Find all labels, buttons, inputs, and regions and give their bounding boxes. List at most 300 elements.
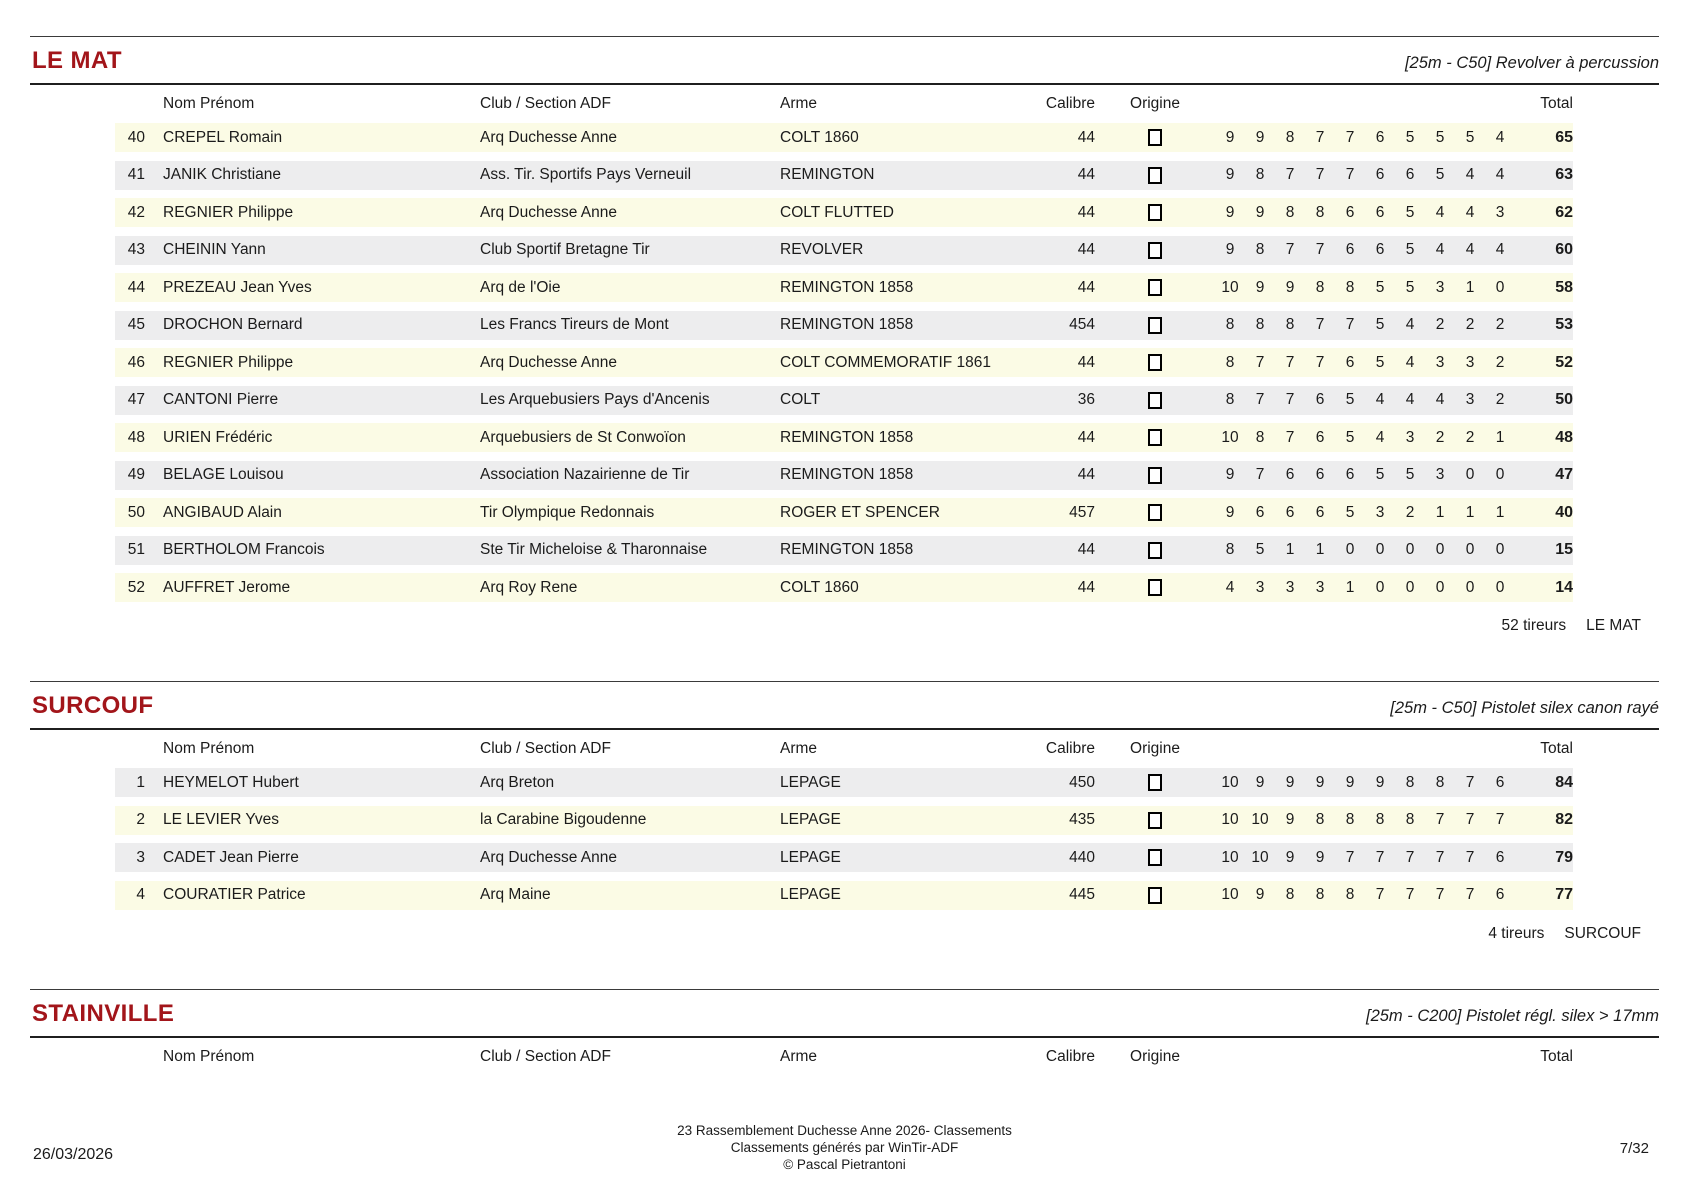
row-total: 15 — [1555, 541, 1573, 558]
score-value: 8 — [1375, 811, 1385, 828]
score-value: 7 — [1255, 466, 1265, 483]
column-header-total: Total — [1540, 1047, 1573, 1065]
section-title: STAINVILLE — [32, 999, 175, 1027]
origine-checkbox — [1148, 279, 1162, 296]
score-value: 5 — [1405, 203, 1415, 221]
table-row — [115, 123, 1573, 152]
table-header-row — [115, 1038, 1573, 1076]
score-value: 3 — [1375, 503, 1385, 521]
table-row — [115, 236, 1573, 265]
score-value: 3 — [1315, 578, 1325, 596]
score-value: 4 — [1225, 578, 1235, 596]
row-scores — [1215, 504, 1515, 522]
score-value: 8 — [1315, 278, 1325, 296]
row-scores — [1215, 886, 1515, 904]
score-value: 6 — [1495, 848, 1505, 866]
row-scores — [1215, 241, 1515, 259]
footer-page-number: 7/32 — [1619, 1139, 1649, 1157]
score-value: 4 — [1435, 391, 1445, 408]
table-row — [115, 161, 1573, 190]
row-total: 79 — [1555, 848, 1573, 866]
row-rank: 40 — [127, 128, 145, 146]
table-rows — [30, 768, 1659, 910]
row-scores — [1215, 391, 1515, 409]
score-value: 6 — [1345, 241, 1355, 258]
score-value: 6 — [1315, 503, 1325, 521]
score-value: 5 — [1405, 241, 1415, 258]
row-calibre: 44 — [1077, 278, 1095, 296]
score-value: 2 — [1435, 428, 1445, 446]
score-value: 1 — [1315, 541, 1325, 558]
summary-section-name: SURCOUF — [1564, 924, 1641, 942]
score-value: 9 — [1225, 466, 1235, 483]
score-value: 2 — [1435, 316, 1445, 333]
table-row — [115, 198, 1573, 227]
table-row — [115, 461, 1573, 490]
score-value: 3 — [1495, 203, 1505, 221]
origine-checkbox — [1148, 429, 1162, 446]
column-header-origine: Origine — [1130, 740, 1180, 757]
row-total: 40 — [1555, 503, 1573, 521]
table-row — [115, 311, 1573, 340]
score-value: 5 — [1435, 128, 1445, 146]
score-value: 6 — [1375, 128, 1385, 146]
score-value: 1 — [1345, 578, 1355, 596]
row-origine-cell — [1095, 849, 1215, 866]
origine-checkbox — [1148, 129, 1162, 146]
score-value: 7 — [1375, 848, 1385, 866]
row-scores — [1215, 849, 1515, 867]
table-row — [115, 273, 1573, 302]
section-summary — [30, 924, 1659, 943]
section-surcouf — [30, 681, 1659, 943]
row-calibre: 44 — [1077, 203, 1095, 221]
score-value: 7 — [1375, 886, 1385, 903]
score-value: 0 — [1405, 541, 1415, 558]
row-arme: REMINGTON 1858 — [780, 316, 914, 333]
row-origine-cell — [1095, 504, 1215, 521]
row-calibre: 435 — [1069, 811, 1095, 828]
column-header-club: Club / Section ADF — [480, 95, 611, 112]
row-rank: 3 — [136, 848, 145, 866]
score-value: 10 — [1221, 278, 1239, 296]
score-value: 6 — [1285, 503, 1295, 521]
row-total: 52 — [1555, 353, 1573, 371]
score-value: 0 — [1405, 578, 1415, 596]
score-value: 7 — [1495, 811, 1505, 828]
origine-checkbox — [1148, 887, 1162, 904]
score-value: 8 — [1405, 811, 1415, 828]
score-value: 2 — [1495, 316, 1505, 333]
score-value: 8 — [1405, 773, 1415, 791]
score-value: 4 — [1435, 241, 1445, 258]
table-row — [115, 498, 1573, 527]
summary-count: 52 tireurs — [1501, 617, 1567, 634]
section-category: [25m - C200] Pistolet régl. silex > 17mm — [1366, 1006, 1659, 1025]
row-club: Arq Breton — [480, 773, 555, 791]
row-total: 82 — [1555, 811, 1573, 828]
score-value: 6 — [1255, 503, 1265, 521]
row-scores — [1215, 204, 1515, 222]
row-club: Arq Duchesse Anne — [480, 848, 618, 866]
row-scores — [1215, 541, 1515, 559]
score-value: 9 — [1315, 773, 1325, 791]
row-arme: ROGER ET SPENCER — [780, 503, 940, 521]
row-club: Association Nazairienne de Tir — [480, 466, 690, 483]
score-value: 10 — [1221, 428, 1239, 446]
row-name: REGNIER Philippe — [163, 203, 294, 221]
origine-checkbox — [1148, 812, 1162, 829]
score-value: 5 — [1345, 503, 1355, 521]
row-origine-cell — [1095, 354, 1215, 371]
score-value: 6 — [1345, 353, 1355, 371]
row-arme: REMINGTON 1858 — [780, 466, 914, 483]
score-value: 8 — [1255, 428, 1265, 446]
row-total: 65 — [1555, 128, 1573, 146]
row-rank: 41 — [127, 166, 145, 183]
row-name: CREPEL Romain — [163, 128, 283, 146]
score-value: 7 — [1465, 811, 1475, 828]
score-value: 7 — [1345, 316, 1355, 333]
score-value: 6 — [1375, 241, 1385, 258]
row-rank: 43 — [127, 241, 145, 258]
section-category: [25m - C50] Revolver à percussion — [1404, 54, 1659, 72]
table-row — [115, 843, 1573, 872]
score-value: 8 — [1285, 316, 1295, 333]
row-calibre: 36 — [1077, 391, 1095, 408]
row-arme: REVOLVER — [780, 241, 864, 258]
score-value: 8 — [1345, 886, 1355, 903]
table-header-row — [115, 85, 1573, 123]
score-value: 0 — [1435, 578, 1445, 596]
score-value: 7 — [1315, 128, 1325, 146]
score-value: 7 — [1435, 848, 1445, 866]
row-rank: 50 — [127, 503, 145, 521]
row-origine-cell — [1095, 542, 1215, 559]
score-value: 7 — [1465, 773, 1475, 791]
row-name: LE LEVIER Yves — [163, 811, 280, 828]
row-arme: REMINGTON 1858 — [780, 278, 914, 296]
section-title: SURCOUF — [32, 692, 154, 719]
score-value: 4 — [1375, 391, 1385, 408]
score-value: 1 — [1465, 278, 1475, 296]
row-calibre: 44 — [1077, 466, 1095, 483]
row-rank: 48 — [127, 428, 145, 446]
score-value: 4 — [1405, 353, 1415, 371]
column-header-arme: Arme — [780, 1047, 818, 1065]
row-arme: REMINGTON 1858 — [780, 541, 914, 558]
score-value: 0 — [1495, 541, 1505, 558]
row-name: BERTHOLOM Francois — [163, 541, 325, 558]
row-rank: 47 — [127, 391, 145, 408]
row-arme: COLT 1860 — [780, 128, 859, 146]
score-value: 0 — [1375, 578, 1385, 596]
score-value: 2 — [1405, 503, 1415, 521]
score-value: 5 — [1405, 278, 1415, 296]
table-row — [115, 386, 1573, 415]
row-calibre: 457 — [1069, 503, 1095, 521]
row-arme: LEPAGE — [780, 811, 841, 828]
row-scores — [1215, 579, 1515, 597]
score-value: 6 — [1315, 391, 1325, 408]
column-header-club: Club / Section ADF — [480, 740, 611, 757]
score-value: 0 — [1345, 541, 1355, 558]
score-value: 10 — [1221, 848, 1239, 866]
row-origine-cell — [1095, 579, 1215, 596]
score-value: 9 — [1255, 128, 1265, 146]
score-value: 9 — [1345, 773, 1355, 791]
row-calibre: 44 — [1077, 166, 1095, 183]
score-value: 9 — [1255, 203, 1265, 221]
score-value: 4 — [1465, 241, 1475, 258]
row-origine-cell — [1095, 467, 1215, 484]
column-header-name: Nom Prénom — [163, 95, 255, 112]
row-total: 47 — [1555, 466, 1573, 483]
score-value: 8 — [1285, 886, 1295, 903]
score-value: 1 — [1495, 503, 1505, 521]
score-value: 0 — [1465, 578, 1475, 596]
row-rank: 1 — [136, 773, 145, 791]
row-calibre: 44 — [1077, 541, 1095, 558]
score-value: 2 — [1465, 428, 1475, 446]
origine-checkbox — [1148, 392, 1162, 409]
origine-checkbox — [1148, 467, 1162, 484]
score-value: 8 — [1315, 811, 1325, 828]
score-value: 4 — [1465, 166, 1475, 183]
row-arme: LEPAGE — [780, 848, 841, 866]
score-value: 3 — [1435, 466, 1445, 483]
score-value: 7 — [1405, 886, 1415, 903]
score-value: 7 — [1285, 428, 1295, 446]
row-origine-cell — [1095, 279, 1215, 296]
row-club: la Carabine Bigoudenne — [480, 811, 647, 828]
row-club: Tir Olympique Redonnais — [480, 503, 655, 521]
score-value: 4 — [1465, 203, 1475, 221]
table-row — [115, 806, 1573, 835]
score-value: 5 — [1375, 316, 1385, 333]
row-total: 77 — [1555, 886, 1573, 903]
table-header-row — [115, 730, 1573, 768]
score-value: 0 — [1465, 466, 1475, 483]
score-value: 6 — [1495, 886, 1505, 903]
row-total: 62 — [1555, 203, 1573, 221]
row-rank: 42 — [127, 203, 145, 221]
row-origine-cell — [1095, 887, 1215, 904]
score-value: 6 — [1345, 203, 1355, 221]
row-club: Arquebusiers de St Conwoïon — [480, 428, 686, 446]
row-arme: COLT 1860 — [780, 578, 859, 596]
score-value: 10 — [1251, 848, 1269, 866]
score-value: 9 — [1285, 773, 1295, 791]
score-value: 7 — [1315, 166, 1325, 183]
score-value: 8 — [1255, 316, 1265, 333]
score-value: 7 — [1315, 241, 1325, 258]
score-value: 0 — [1495, 578, 1505, 596]
score-value: 9 — [1285, 848, 1295, 866]
row-origine-cell — [1095, 429, 1215, 446]
score-value: 0 — [1495, 278, 1505, 296]
score-value: 8 — [1345, 811, 1355, 828]
score-value: 4 — [1495, 166, 1505, 183]
score-value: 7 — [1405, 848, 1415, 866]
score-value: 8 — [1255, 241, 1265, 258]
row-scores — [1215, 811, 1515, 829]
score-value: 6 — [1315, 428, 1325, 446]
footer-center-block — [30, 1122, 1659, 1173]
row-total: 53 — [1555, 316, 1573, 333]
column-header-origine: Origine — [1130, 95, 1180, 112]
column-header-name: Nom Prénom — [163, 1047, 255, 1065]
table-rows — [30, 123, 1659, 602]
score-value: 8 — [1285, 203, 1295, 221]
score-value: 6 — [1495, 773, 1505, 791]
origine-checkbox — [1148, 242, 1162, 259]
row-calibre: 445 — [1069, 886, 1095, 903]
row-total: 14 — [1555, 578, 1573, 596]
row-scores — [1215, 129, 1515, 147]
score-value: 6 — [1375, 203, 1385, 221]
score-value: 3 — [1255, 578, 1265, 596]
score-value: 8 — [1225, 391, 1235, 408]
score-value: 3 — [1435, 353, 1445, 371]
score-value: 6 — [1375, 166, 1385, 183]
row-rank: 49 — [127, 466, 145, 483]
score-value: 6 — [1315, 466, 1325, 483]
score-value: 7 — [1465, 848, 1475, 866]
section-category: [25m - C50] Pistolet silex canon rayé — [1390, 699, 1659, 717]
origine-checkbox — [1148, 849, 1162, 866]
score-value: 9 — [1255, 773, 1265, 791]
row-name: ANGIBAUD Alain — [163, 503, 282, 521]
row-origine-cell — [1095, 392, 1215, 409]
row-name: JANIK Christiane — [163, 166, 282, 183]
row-rank: 46 — [127, 353, 145, 371]
row-total: 60 — [1555, 241, 1573, 258]
column-header-calibre: Calibre — [1045, 95, 1095, 112]
row-rank: 45 — [127, 316, 145, 333]
score-value: 7 — [1315, 353, 1325, 371]
row-scores — [1215, 774, 1515, 792]
sections-container — [30, 36, 1659, 1076]
section-header — [30, 681, 1659, 730]
score-value: 2 — [1495, 353, 1505, 371]
origine-checkbox — [1148, 504, 1162, 521]
row-scores — [1215, 316, 1515, 334]
row-scores — [1215, 354, 1515, 372]
table-row — [115, 348, 1573, 377]
score-value: 8 — [1225, 353, 1235, 371]
row-origine-cell — [1095, 812, 1215, 829]
score-value: 3 — [1465, 353, 1475, 371]
score-value: 5 — [1375, 466, 1385, 483]
score-value: 8 — [1225, 316, 1235, 333]
score-value: 6 — [1345, 466, 1355, 483]
origine-checkbox — [1148, 542, 1162, 559]
score-value: 7 — [1285, 166, 1295, 183]
column-header-calibre: Calibre — [1045, 740, 1095, 757]
row-calibre: 44 — [1077, 428, 1095, 446]
section-header — [30, 989, 1659, 1038]
row-total: 48 — [1555, 428, 1573, 446]
row-rank: 4 — [136, 886, 145, 903]
score-value: 10 — [1221, 773, 1239, 791]
section-stainville — [30, 989, 1659, 1076]
column-header-name: Nom Prénom — [163, 740, 255, 757]
score-value: 5 — [1345, 391, 1355, 408]
score-value: 0 — [1465, 541, 1475, 558]
score-value: 3 — [1465, 391, 1475, 408]
score-value: 2 — [1465, 316, 1475, 333]
row-name: CANTONI Pierre — [163, 391, 279, 408]
column-header-origine: Origine — [1130, 1047, 1180, 1065]
score-value: 5 — [1255, 541, 1265, 558]
column-header-arme: Arme — [780, 740, 818, 757]
section-le-mat — [30, 36, 1659, 635]
row-arme: LEPAGE — [780, 886, 841, 903]
row-total: 58 — [1555, 278, 1573, 296]
score-value: 8 — [1255, 166, 1265, 183]
footer-date: 26/03/2026 — [33, 1145, 114, 1163]
table-row — [115, 536, 1573, 565]
score-value: 1 — [1495, 428, 1505, 446]
row-origine-cell — [1095, 774, 1215, 791]
score-value: 5 — [1375, 278, 1385, 296]
score-value: 9 — [1225, 241, 1235, 258]
column-header-club: Club / Section ADF — [480, 1047, 611, 1065]
score-value: 7 — [1285, 391, 1295, 408]
table-row — [115, 768, 1573, 797]
score-value: 3 — [1285, 578, 1295, 596]
row-total: 50 — [1555, 391, 1573, 408]
row-club: Ass. Tir. Sportifs Pays Verneuil — [480, 166, 692, 183]
row-name: CHEININ Yann — [163, 241, 266, 258]
row-scores — [1215, 279, 1515, 297]
score-value: 7 — [1465, 886, 1475, 903]
row-club: Ste Tir Micheloise & Tharonnaise — [480, 541, 708, 558]
score-value: 8 — [1315, 886, 1325, 903]
table-row — [115, 881, 1573, 910]
row-club: Arq Roy Rene — [480, 578, 578, 596]
score-value: 8 — [1315, 203, 1325, 221]
row-arme: REMINGTON 1858 — [780, 428, 914, 446]
score-value: 2 — [1495, 391, 1505, 408]
row-arme: COLT — [780, 391, 821, 408]
origine-checkbox — [1148, 579, 1162, 596]
score-value: 9 — [1285, 811, 1295, 828]
score-value: 3 — [1435, 278, 1445, 296]
score-value: 10 — [1221, 886, 1239, 903]
score-value: 7 — [1315, 316, 1325, 333]
row-name: BELAGE Louisou — [163, 466, 284, 483]
row-origine-cell — [1095, 204, 1215, 221]
row-name: PREZEAU Jean Yves — [163, 278, 312, 296]
score-value: 6 — [1405, 166, 1415, 183]
column-header-arme: Arme — [780, 95, 818, 112]
footer-event-title: 23 Rassemblement Duchesse Anne 2026- Classements — [677, 1122, 1012, 1138]
origine-checkbox — [1148, 774, 1162, 791]
score-value: 7 — [1285, 241, 1295, 258]
row-origine-cell — [1095, 167, 1215, 184]
row-rank: 2 — [136, 811, 145, 828]
score-value: 5 — [1345, 428, 1355, 446]
row-origine-cell — [1095, 129, 1215, 146]
table-row — [115, 423, 1573, 452]
score-value: 5 — [1375, 353, 1385, 371]
score-value: 4 — [1405, 391, 1415, 408]
score-value: 5 — [1405, 128, 1415, 146]
row-arme: REMINGTON — [780, 166, 875, 183]
score-value: 9 — [1225, 503, 1235, 521]
